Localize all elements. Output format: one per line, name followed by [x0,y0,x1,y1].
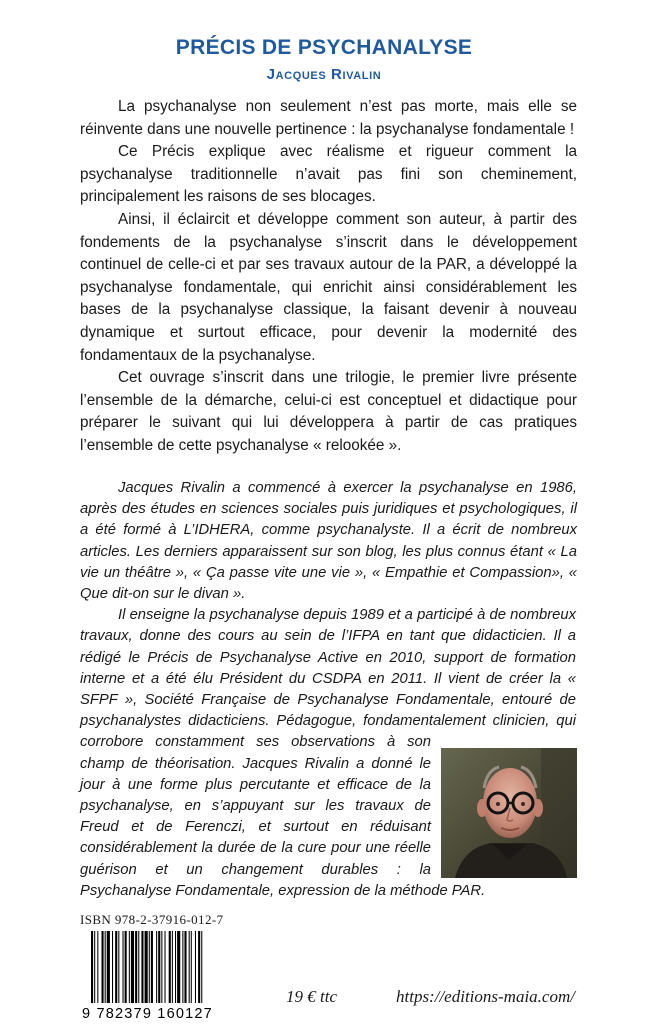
barcode-bar [118,931,119,1003]
barcode-bar [198,931,200,1003]
barcode-bar [94,931,95,1011]
author-photo-frame [439,748,577,878]
barcode [80,931,246,1021]
barcode-bar [161,931,162,1003]
barcode-bar [182,931,183,1003]
barcode-bar [177,931,180,1003]
barcode-bar [123,931,124,1003]
barcode-bar [201,931,202,1011]
barcode-bar [97,931,98,1003]
synopsis-paragraph: Cet ouvrage s’inscrit dans une trilogie, le premier livre présente l’ensemble de la démarche, celui-ci est conceptuel et didactique pour préparer le suivant qui lui développera à partir de cas pratiques l’ensemble de cette psychanalyse « relookée ». [80,369,577,454]
barcode-bar [151,931,153,1003]
barcode-bar [175,931,176,1003]
barcode-bar [131,931,134,1003]
synopsis-paragraph: Ainsi, il éclaircit et développe comment son auteur, à partir des fondements de la psychanalyse s’inscrit dans le développement continuel de celle-ci et par ses travaux autour de la PAR, a développé la psychanalyse fondamentale, qui enrichit ainsi considérablement les bases de la psychanalyse classique, la faisant devenir à nouveau dynamique et surtout efficace, pour devenir la modernité des fondamentaux de la psychanalyse. [80,210,577,364]
author-bio [80,478,577,902]
barcode-bar [135,931,137,1003]
barcode-bar [102,931,104,1003]
barcode-bar [145,931,148,1003]
barcode-bar [141,931,143,1003]
book-title: PRÉCIS DE PSYCHANALYSE [175,36,473,59]
isbn: ISBN 978-2-37916-012-7 [80,912,224,927]
float-spacer [576,605,577,745]
barcode-bar [189,931,190,1003]
barcode-bar [91,931,93,1011]
barcode-bar [115,931,117,1003]
barcode-bar [158,931,160,1003]
barcode-bar [138,931,139,1003]
barcode-bar [156,931,157,1003]
barcode-bar [172,931,173,1003]
portrait-image [441,748,577,878]
barcode-bar [125,931,127,1003]
barcode-digits: 9 782379 160127 [82,1006,213,1021]
barcode-bar [112,931,113,1003]
book-author: Jacques Rivalin [266,66,382,83]
bio-paragraph: Il enseigne la psychanalyse depuis 1989 et a participé à de nombreux travaux, donne des cours au sein de l’IFPA en tant que didacticien. Il a rédigé le Précis de Psychanalyse Active en 2010, support de formation interne et a été élu Président du CSDPA en 2011. Il vient de créer la « SFPF », Société Française de Psychanalyse Fondamentale, entouré de psychanalystes didacticiens. Pédagogue, fondamentalement clinicien, qui corrobore constamment ses observations à son champ de théorisation. Jacques Rivalin a donné le jour à une forme plus percutante et efficace de la psychanalyse, en s’appuyant sur les travaux de Freud et de Ferenczi, et surtout en réduisant considérablement la durée de la cure pour une réelle guérison et un changement durables : la Psychanalyse Fondamentale, expression de la méthode PAR. [80,607,576,899]
barcode-bar [129,931,130,1003]
bio-paragraph: Jacques Rivalin a commencé à exercer la psychanalyse en 1986, après des études en sciences sociales puis juridiques et psychologiques, il a été formé à L’IDHERA, comme psychanalyste. Il a écrit de nombreux articles. Les derniers apparaissent sur son blog, les plus connus étant « La vie un théâtre », « Ça passe vite une vie », « Empathie et Compassion», « Que dit-on sur le divan ». [80,480,577,603]
author-photo [441,748,577,878]
barcode-bar [105,931,106,1003]
barcode-bar [165,931,166,1003]
synopsis-paragraph: Ce Précis explique avec réalisme et rigueur comment la psychanalyse traditionnelle n’avait pas fini son cheminement, principalement les raisons de ses blocages. [80,143,577,206]
barcode-bar [195,931,196,1003]
barcode-bar [107,931,110,1003]
price: 19 € ttc [286,987,337,1006]
barcode-bar [169,931,171,1003]
synopsis-paragraph: La psychanalyse non seulement n’est pas morte, mais elle se réinvente dans une nouvelle pertinence : la psychanalyse fondamentale ! [80,98,577,138]
publisher-url[interactable]: https://editions-maia.com/ [396,987,575,1006]
barcode-bar [149,931,150,1011]
barcode-bar [184,931,186,1003]
synopsis [80,96,577,458]
barcode-bar [191,931,192,1003]
